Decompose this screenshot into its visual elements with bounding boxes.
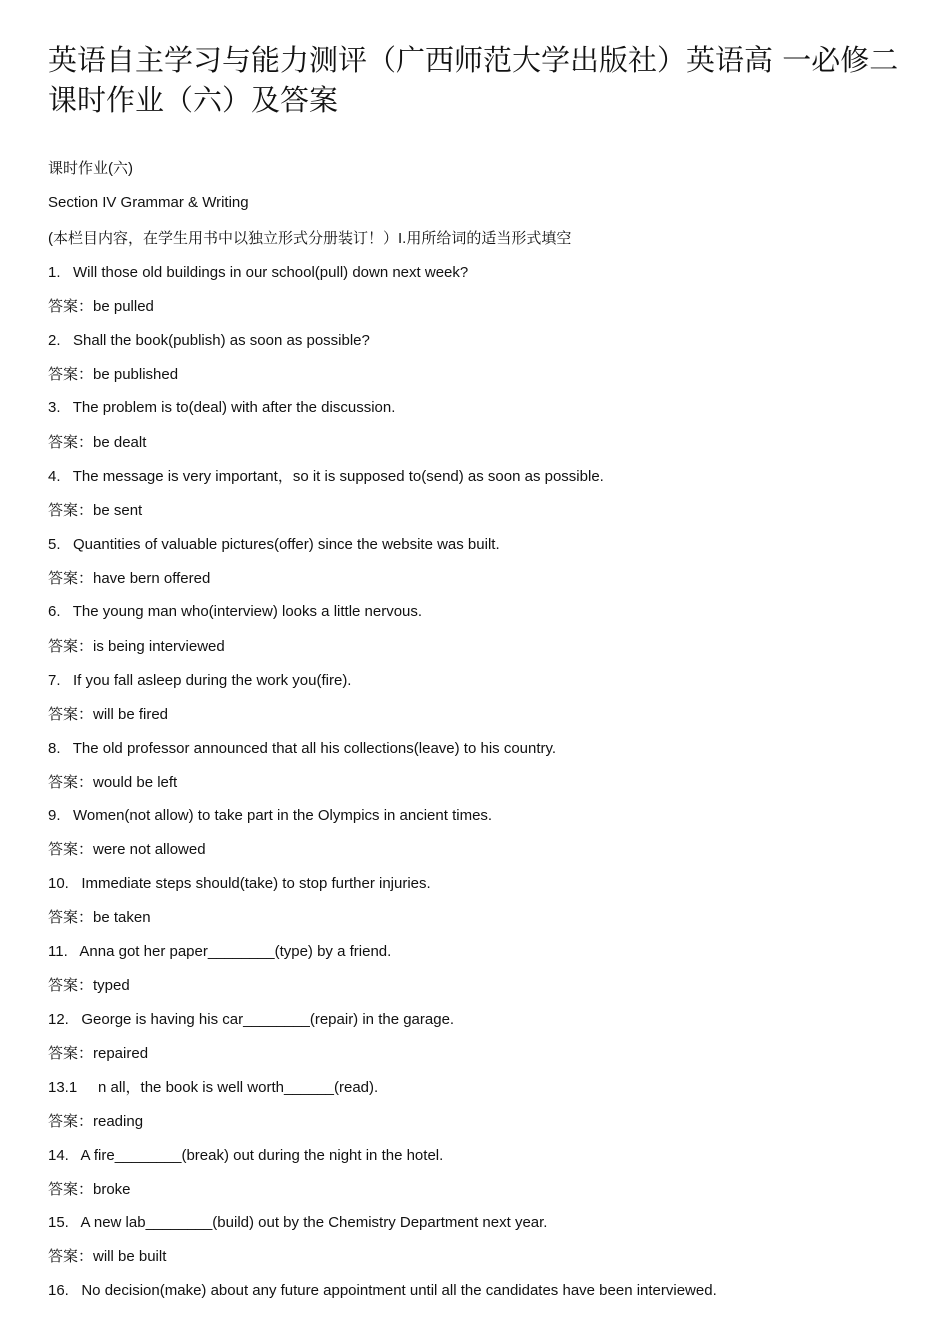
question-line: 16. No decision(make) about any future appointment until all the candidates have been interviewed. <box>48 1282 717 1299</box>
question-line: 6. The young man who(interview) looks a little nervous. <box>48 603 423 620</box>
question-line: 5. Quantities of valuable pictures(offer) since the website was built. <box>48 536 500 553</box>
answer-line: 答案：be dealt <box>48 434 147 451</box>
answer-line: 答案：is being interviewed <box>48 638 225 655</box>
question-line: 13.1 n all，the book is well worth______(read). <box>48 1079 379 1096</box>
section-heading: Section IV Grammar & Writing <box>48 194 249 211</box>
answer-line: 答案：repaired <box>48 1045 149 1062</box>
question-line: 4. The message is very important，so it is supposed to(send) as soon as possible. <box>48 468 604 485</box>
answer-line: 答案：be pulled <box>48 298 154 315</box>
worksheet-heading: 课时作业(六) <box>48 160 133 177</box>
question-line: 11. Anna got her paper________(type) by a friend. <box>48 943 392 960</box>
answer-line: 答案：be taken <box>48 909 151 926</box>
answer-line: 答案：be published <box>48 366 179 383</box>
document-title: 英语自主学习与能力测评（广西师范大学出版社）英语高 一必修二课时作业（六）及答案 <box>48 43 899 117</box>
question-line: 15. A new lab________(build) out by the Chemistry Department next year. <box>48 1214 548 1231</box>
question-line: 8. The old professor announced that all his collections(leave) to his country. <box>48 740 557 757</box>
question-line: 3. The problem is to(deal) with after the discussion. <box>48 399 396 416</box>
answer-line: 答案：will be built <box>48 1248 167 1265</box>
answer-line: 答案：will be fired <box>48 706 169 723</box>
question-line: 9. Women(not allow) to take part in the Olympics in ancient times. <box>48 807 493 824</box>
answer-line: 答案：reading <box>48 1113 144 1130</box>
question-line: 2. Shall the book(publish) as soon as possible? <box>48 332 370 349</box>
answer-line: 答案：would be left <box>48 774 178 791</box>
answer-line: 答案：have bern offered <box>48 570 211 587</box>
answer-line: 答案：were not allowed <box>48 841 206 858</box>
question-line: 14. A fire________(break) out during the night in the hotel. <box>48 1147 444 1164</box>
answer-line: 答案：broke <box>48 1181 131 1198</box>
question-line: 1. Will those old buildings in our school(pull) down next week? <box>48 264 469 281</box>
answer-line: 答案：typed <box>48 977 130 994</box>
answer-line: 答案：be sent <box>48 502 143 519</box>
instruction-line: (本栏目内容，在学生用书中以独立形式分册装订！）I.用所给词的适当形式填空 <box>48 230 572 247</box>
question-line: 12. George is having his car________(repair) in the garage. <box>48 1011 455 1028</box>
question-line: 7. If you fall asleep during the work you(fire). <box>48 672 352 689</box>
question-line: 10. Immediate steps should(take) to stop further injuries. <box>48 875 431 892</box>
